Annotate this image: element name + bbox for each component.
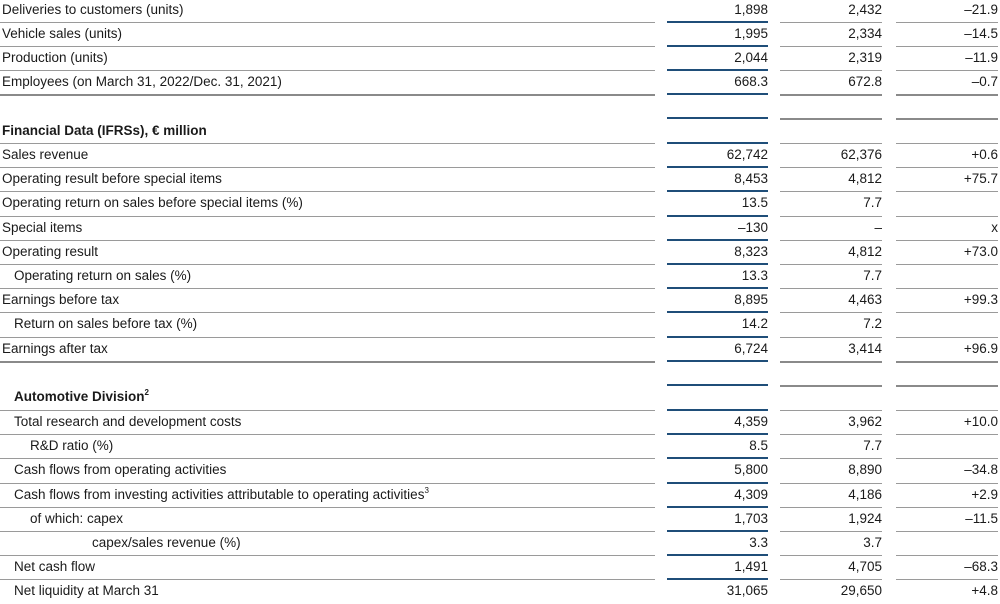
row-label: Cash flows from operating activities: [14, 462, 227, 477]
row-label: Cash flows from investing activities attributable to operating activities$^3$: [14, 485, 429, 502]
table-row: [0, 338, 1000, 362]
row-label: capex/sales revenue (%): [92, 535, 241, 550]
column-divider: [896, 579, 998, 580]
column-divider: [780, 337, 882, 338]
section-title: Financial Data (IFRSs), € million: [2, 123, 207, 138]
column-divider: [780, 118, 882, 120]
column-divider: [896, 288, 998, 289]
column-divider: [667, 506, 768, 508]
column-divider: [896, 483, 998, 484]
column-divider: [667, 482, 768, 484]
current-value: 62,742: [726, 147, 768, 162]
prior-value: 4,812: [848, 171, 882, 186]
table-row: [0, 411, 1000, 435]
table-row: [0, 217, 1000, 241]
column-divider: [780, 191, 882, 192]
table-row: [0, 192, 1000, 216]
prior-value: 29,650: [840, 583, 882, 598]
column-divider: [667, 117, 768, 119]
change-percent: +96.9: [963, 341, 998, 356]
column-divider: [780, 410, 882, 411]
column-divider: [780, 434, 882, 435]
current-value: 6,724: [734, 341, 768, 356]
prior-value: 672.8: [848, 74, 882, 89]
column-divider: [780, 531, 882, 532]
column-divider: [667, 69, 768, 71]
row-divider: [0, 555, 655, 556]
row-divider: [0, 579, 655, 580]
prior-value: 4,463: [848, 292, 882, 307]
column-divider: [667, 166, 768, 168]
column-divider: [896, 458, 998, 459]
current-value: 13.5: [741, 195, 768, 210]
column-divider: [667, 190, 768, 192]
prior-value: 4,186: [848, 487, 882, 502]
current-value: 3.3: [749, 535, 768, 550]
table-row: [0, 532, 1000, 556]
column-divider: [667, 287, 768, 289]
row-label: Operating result: [2, 244, 99, 259]
change-percent: x: [991, 220, 998, 235]
column-divider: [667, 554, 768, 556]
row-divider: [0, 458, 655, 459]
row-label: Earnings before tax: [2, 292, 120, 307]
column-divider: [780, 22, 882, 23]
current-value: –130: [737, 220, 768, 235]
prior-value: 3.7: [863, 535, 882, 550]
column-divider: [667, 239, 768, 241]
row-label: Operating return on sales before special items (%): [2, 195, 303, 210]
table-row: [0, 168, 1000, 192]
column-divider: [667, 578, 768, 580]
column-divider: [780, 240, 882, 241]
row-label: Total research and development costs: [14, 414, 242, 429]
table-row: [0, 47, 1000, 71]
column-divider: [780, 70, 882, 71]
prior-value: 3,962: [848, 414, 882, 429]
column-divider: [780, 94, 882, 96]
row-label: R&D ratio (%): [30, 438, 114, 453]
column-divider: [780, 143, 882, 144]
row-divider: [0, 531, 655, 532]
row-label: Operating result before special items: [2, 171, 222, 186]
prior-value: 3,414: [848, 341, 882, 356]
current-value: 14.2: [741, 316, 768, 331]
row-divider: [0, 337, 655, 338]
row-label: Production (units): [2, 50, 108, 65]
row-label: Operating return on sales (%): [14, 268, 192, 283]
change-percent: +73.0: [963, 244, 998, 259]
change-percent: –68.3: [964, 559, 998, 574]
current-value: 8,895: [734, 292, 768, 307]
prior-value: 4,812: [848, 244, 882, 259]
table-row: [0, 580, 1000, 604]
row-label: Net liquidity at March 31: [14, 583, 159, 598]
column-divider: [667, 530, 768, 532]
row-label: Vehicle sales (units): [2, 26, 123, 41]
change-percent: +99.3: [963, 292, 998, 307]
column-divider: [667, 263, 768, 265]
column-divider: [896, 167, 998, 168]
column-divider: [896, 337, 998, 338]
prior-value: 2,432: [848, 2, 882, 17]
row-divider: [0, 240, 655, 241]
column-divider: [667, 457, 768, 459]
row-label: Sales revenue: [2, 147, 89, 162]
change-percent: +10.0: [963, 414, 998, 429]
column-divider: [667, 142, 768, 144]
row-divider: [0, 507, 655, 508]
current-value: 5,800: [734, 462, 768, 477]
column-divider: [780, 288, 882, 289]
prior-value: 7.7: [863, 195, 882, 210]
row-divider: [0, 167, 655, 168]
current-value: 4,309: [734, 487, 768, 502]
table-row: [0, 313, 1000, 337]
column-divider: [780, 385, 882, 387]
column-divider: [780, 579, 882, 580]
row-divider: [0, 22, 655, 23]
prior-value: 7.2: [863, 316, 882, 331]
column-divider: [896, 361, 998, 363]
column-divider: [667, 45, 768, 47]
row-label: Deliveries to customers (units): [2, 2, 184, 17]
table-row: [0, 265, 1000, 289]
row-divider: [0, 264, 655, 265]
column-divider: [896, 555, 998, 556]
row-divider: [0, 288, 655, 289]
prior-value: 7.7: [863, 438, 882, 453]
table-row: [0, 459, 1000, 483]
current-value: 1,995: [734, 26, 768, 41]
column-divider: [667, 409, 768, 411]
column-divider: [896, 434, 998, 435]
change-percent: +2.9: [971, 487, 998, 502]
row-divider: [0, 46, 655, 47]
row-label: of which: capex: [30, 511, 124, 526]
footnote-marker: 3: [424, 485, 429, 495]
current-value: 13.3: [741, 268, 768, 283]
table-row: [0, 144, 1000, 168]
current-value: 4,359: [734, 414, 768, 429]
column-divider: [780, 264, 882, 265]
column-divider: [896, 264, 998, 265]
row-label: Earnings after tax: [2, 341, 108, 356]
current-value: 668.3: [734, 74, 768, 89]
table-row: [0, 289, 1000, 313]
change-percent: –14.5: [964, 26, 998, 41]
change-percent: +75.7: [963, 171, 998, 186]
column-divider: [667, 215, 768, 217]
column-divider: [780, 361, 882, 363]
row-label: Special items: [2, 220, 83, 235]
current-value: 1,898: [734, 2, 768, 17]
row-divider: [0, 434, 655, 435]
current-value: 1,703: [734, 511, 768, 526]
column-divider: [896, 240, 998, 241]
column-divider: [896, 312, 998, 313]
current-value: 8.5: [749, 438, 768, 453]
column-divider: [896, 46, 998, 47]
column-divider: [780, 312, 882, 313]
prior-value: 7.7: [863, 268, 882, 283]
row-label: Employees (on March 31, 2022/Dec. 31, 2021): [2, 74, 282, 89]
change-percent: –0.7: [971, 74, 998, 89]
change-percent: –34.8: [964, 462, 998, 477]
prior-value: 62,376: [840, 147, 882, 162]
footnote-marker: 2: [144, 387, 149, 397]
column-divider: [896, 118, 998, 120]
column-divider: [896, 94, 998, 96]
row-divider: [0, 312, 655, 313]
row-divider: [0, 191, 655, 192]
row-divider: [0, 143, 655, 144]
table-row: [0, 241, 1000, 265]
prior-value: 8,890: [848, 462, 882, 477]
column-divider: [896, 216, 998, 217]
table-row: [0, 556, 1000, 580]
row-divider: [0, 70, 655, 71]
section-divider: [0, 361, 655, 363]
column-divider: [896, 70, 998, 71]
row-divider: [0, 410, 655, 411]
table-row: [0, 435, 1000, 459]
current-value: 2,044: [734, 50, 768, 65]
current-value: 31,065: [726, 583, 768, 598]
change-percent: –11.9: [965, 50, 998, 65]
row-divider: [0, 483, 655, 484]
current-value: 8,453: [734, 171, 768, 186]
section-header-row: [0, 386, 1000, 410]
column-divider: [896, 22, 998, 23]
table-row: [0, 484, 1000, 508]
column-divider: [667, 311, 768, 313]
row-divider: [0, 216, 655, 217]
column-divider: [667, 336, 768, 338]
column-divider: [780, 216, 882, 217]
row-label: Return on sales before tax (%): [14, 316, 198, 331]
column-divider: [896, 191, 998, 192]
prior-value: 1,924: [848, 511, 882, 526]
column-divider: [780, 555, 882, 556]
column-divider: [896, 531, 998, 532]
column-divider: [780, 483, 882, 484]
column-divider: [896, 507, 998, 508]
column-divider: [667, 433, 768, 435]
column-divider: [667, 21, 768, 23]
change-percent: +4.8: [971, 583, 998, 598]
column-divider: [896, 143, 998, 144]
column-divider: [667, 360, 768, 362]
current-value: 1,491: [734, 559, 768, 574]
column-divider: [667, 384, 768, 386]
prior-value: 4,705: [848, 559, 882, 574]
column-divider: [780, 167, 882, 168]
table-row: [0, 508, 1000, 532]
change-percent: –11.5: [965, 511, 998, 526]
prior-value: 2,334: [848, 26, 882, 41]
prior-value: 2,319: [848, 50, 882, 65]
table-row: [0, 0, 1000, 23]
column-divider: [780, 46, 882, 47]
table-row: [0, 23, 1000, 47]
column-divider: [780, 458, 882, 459]
table-row: [0, 71, 1000, 95]
row-label: Net cash flow: [14, 559, 96, 574]
change-percent: –21.9: [964, 2, 998, 17]
current-value: 8,323: [734, 244, 768, 259]
section-header-row: [0, 120, 1000, 144]
section-divider: [0, 94, 655, 96]
section-title: Automotive Division$^2$: [14, 387, 149, 404]
change-percent: +0.6: [971, 147, 998, 162]
column-divider: [780, 507, 882, 508]
column-divider: [667, 93, 768, 95]
column-divider: [896, 385, 998, 387]
prior-value: –: [874, 220, 882, 235]
column-divider: [896, 410, 998, 411]
